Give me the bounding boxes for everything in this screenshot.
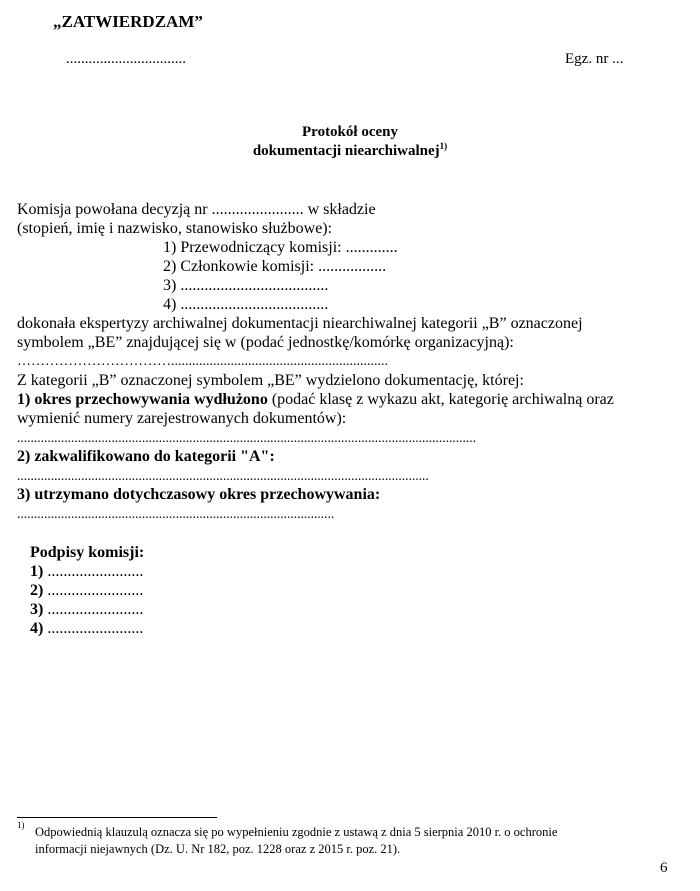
signature-row: [30, 600, 143, 619]
approval-heading: „ZATWIERDZAM”: [53, 12, 203, 31]
signature-row: [30, 562, 143, 581]
commission-line: Komisja powołana decyzją nr ....................... w składzie: [17, 201, 376, 218]
member-4: 4) .....................................: [163, 296, 329, 313]
signature-row-number: 2): [30, 582, 44, 599]
unit-dots: ……………………………..............................................................: [17, 354, 388, 369]
item-1-text: (podać klasę z wykazu akt, kategorię archiwalną oraz: [267, 391, 614, 408]
title-text: dokumentacji niearchiwalnej: [252, 143, 440, 159]
item-1-continuation: wymienić numery zarejestrowanych dokumentów):: [17, 410, 347, 427]
title-line-2: [0, 142, 700, 160]
item-2-dots: ..........................................................................................................................: [17, 468, 429, 483]
signature-row-dots: ........................: [43, 620, 144, 637]
footnote-separator: [17, 817, 217, 818]
separated-docs-line: Z kategorii „B” oznaczonej symbolem „BE” wydzielono dokumentację, której:: [17, 372, 524, 389]
footnote-mark-sup: 1): [17, 819, 25, 830]
item-1-line: [17, 390, 614, 409]
page-number: 6: [660, 860, 668, 876]
signature-dots: ................................: [66, 51, 186, 67]
signature-row-dots: ........................: [43, 601, 144, 618]
signature-row-number: 4): [30, 620, 44, 637]
signature-row: [30, 581, 143, 600]
footnote-mark: [17, 819, 25, 837]
signatures-heading: Podpisy komisji:: [30, 544, 145, 561]
footnote-marker: 1): [439, 141, 448, 151]
signature-row-number: 1): [30, 563, 44, 580]
signature-row-number: 3): [30, 601, 44, 618]
composition-hint: (stopień, imię i nazwisko, stanowisko służbowe):: [17, 220, 333, 237]
signature-row-dots: ........................: [43, 582, 144, 599]
item-1-heading: 1) okres przechowywania wydłużono: [17, 391, 268, 408]
member-members: 2) Członkowie komisji: .................: [163, 258, 387, 275]
signature-row: [30, 619, 143, 638]
signature-row-dots: ........................: [43, 563, 144, 580]
footnote-line-1: Odpowiednią klauzulą oznacza się po wypełnieniu zgodnie z ustawą z dnia 5 sierpnia 2010 r. o ochronie: [35, 825, 558, 839]
item-3-dots: ..............................................................................................: [17, 506, 335, 521]
item-1-dots: ........................................................................................................................................: [17, 430, 476, 445]
expertise-line-a: dokonała ekspertyzy archiwalnej dokumentacji niearchiwalnej kategorii „B” oznaczonej: [17, 315, 583, 332]
title-line-1: Protokół oceny: [302, 124, 398, 140]
item-3-heading: 3) utrzymano dotychczasowy okres przechowywania:: [17, 486, 381, 503]
item-2-heading: 2) zakwalifikowano do kategorii "A":: [17, 448, 275, 465]
expertise-line-b: symbolem „BE” znajdującej się w (podać jednostkę/komórkę organizacyjną):: [17, 334, 514, 351]
member-3: 3) .....................................: [163, 277, 329, 294]
copy-number: Egz. nr ...: [565, 51, 624, 67]
footnote-line-2: informacji niejawnych (Dz. U. Nr 182, poz. 1228 oraz z 2015 r. poz. 21).: [35, 842, 401, 856]
member-chairman: 1) Przewodniczący komisji: .............: [163, 239, 398, 256]
